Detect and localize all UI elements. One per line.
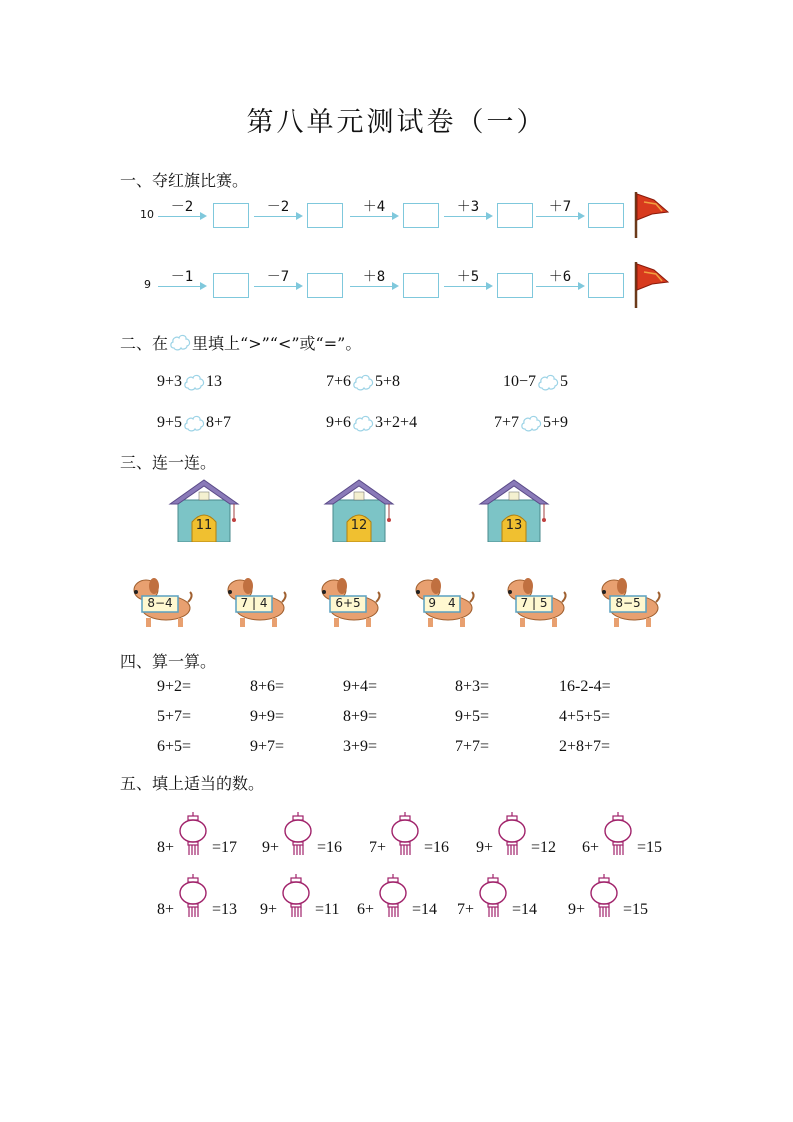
equation-right: =12 (531, 839, 557, 856)
dog-card[interactable] (130, 576, 194, 628)
sequence-start: 10 (140, 208, 154, 221)
lantern-equation (457, 888, 537, 932)
arrow-op (350, 200, 398, 226)
compare-left: 7+6 (326, 373, 352, 390)
sequence-start: 9 (144, 278, 151, 291)
arrow-right-icon (200, 212, 207, 220)
dog-card[interactable] (318, 576, 382, 628)
lantern-icon[interactable] (376, 874, 410, 918)
heading-text-rest: 里填上“>”“<”或“=”。 (192, 333, 362, 353)
lantern-equation (582, 826, 662, 870)
equation-right: =16 (424, 839, 450, 856)
equation-right: =11 (315, 901, 340, 918)
arrow-op (536, 270, 584, 296)
equation-right: =14 (412, 901, 438, 918)
dog-expression: 9 4 (428, 596, 456, 610)
lantern-equation (369, 826, 449, 870)
calc-item[interactable]: 16-2-4= (559, 678, 611, 695)
calc-item[interactable]: 8+6= (250, 678, 285, 695)
answer-box[interactable] (213, 203, 249, 228)
op-label: ＋6 (548, 269, 572, 285)
compare-left: 9+6 (326, 414, 352, 431)
section5-heading: 五、填上适当的数。 (120, 774, 265, 793)
calc-item[interactable]: 9+2= (157, 678, 192, 695)
arrow-right-icon (392, 282, 399, 290)
arrow-right-icon (296, 212, 303, 220)
dog-card[interactable] (504, 576, 568, 628)
equation-right: =17 (212, 839, 238, 856)
compare-right: 5+9 (543, 414, 569, 431)
calc-item[interactable]: 9+5= (455, 708, 490, 725)
answer-box[interactable] (307, 273, 343, 298)
compare-item (157, 411, 231, 435)
arrow-op (350, 270, 398, 296)
answer-box[interactable] (497, 273, 533, 298)
lantern-icon[interactable] (176, 874, 210, 918)
lantern-icon[interactable] (281, 812, 315, 856)
lantern-icon[interactable] (176, 812, 210, 856)
dog-house[interactable] (478, 478, 550, 542)
op-label: ＋8 (362, 269, 386, 285)
equation-left: 8+ (157, 839, 175, 856)
heading-text: 二、在 (120, 333, 169, 353)
arrow-right-icon (578, 282, 585, 290)
dog-expression: 8−4 (147, 596, 173, 610)
calc-item[interactable]: 9+4= (343, 678, 378, 695)
calc-item[interactable]: 4+5+5= (559, 708, 611, 725)
op-label: －2 (170, 199, 194, 215)
dog-card[interactable] (412, 576, 476, 628)
cloud-icon (168, 330, 192, 354)
equation-left: 8+ (157, 901, 175, 918)
equation-left: 9+ (260, 901, 278, 918)
dog-expression: 7 | 5 (520, 596, 548, 610)
arrow-op (254, 200, 302, 226)
compare-left: 9+5 (157, 414, 183, 431)
answer-box[interactable] (588, 203, 624, 228)
arrow-op (536, 200, 584, 226)
house-number: 12 (350, 518, 368, 533)
calc-item[interactable]: 7+7= (455, 738, 490, 755)
section1-heading: 一、夺红旗比赛。 (120, 171, 249, 190)
lantern-icon[interactable] (279, 874, 313, 918)
compare-left: 9+3 (157, 373, 183, 390)
equation-left: 6+ (582, 839, 600, 856)
cloud-icon[interactable] (182, 411, 206, 435)
lantern-equation (568, 888, 648, 932)
arrow-op (444, 270, 492, 296)
calc-item[interactable]: 8+9= (343, 708, 378, 725)
arrow-right-icon (486, 212, 493, 220)
cloud-icon[interactable] (182, 370, 206, 394)
lantern-equation (157, 888, 237, 932)
equation-right: =14 (512, 901, 538, 918)
cloud-icon[interactable] (536, 370, 560, 394)
arrow-right-icon (392, 212, 399, 220)
lantern-equation (260, 888, 339, 932)
lantern-icon[interactable] (495, 812, 529, 856)
equation-right: =13 (212, 901, 238, 918)
compare-item (326, 411, 417, 435)
equation-right: =15 (623, 901, 649, 918)
op-label: ＋5 (456, 269, 480, 285)
compare-right: 5+8 (375, 373, 401, 390)
equation-right: =15 (637, 839, 663, 856)
equation-right: =16 (317, 839, 343, 856)
lantern-icon[interactable] (388, 812, 422, 856)
lantern-equation (357, 888, 437, 932)
dog-expression: 8−5 (615, 596, 641, 610)
calc-item[interactable]: 8+3= (455, 678, 490, 695)
page-title: 第八单元测试卷（一） (246, 107, 547, 138)
op-label: －1 (170, 269, 194, 285)
dog-card[interactable] (224, 576, 288, 628)
cloud-icon[interactable] (519, 411, 543, 435)
equation-left: 9+ (476, 839, 494, 856)
compare-right: 5 (560, 373, 569, 390)
lantern-icon[interactable] (601, 812, 635, 856)
dog-expression: 6+5 (335, 596, 361, 610)
calc-item[interactable]: 2+8+7= (559, 738, 611, 755)
equation-left: 9+ (568, 901, 586, 918)
calc-item[interactable]: 6+5= (157, 738, 192, 755)
calc-item[interactable]: 9+7= (250, 738, 285, 755)
calc-item[interactable]: 9+9= (250, 708, 285, 725)
equation-left: 6+ (357, 901, 375, 918)
calc-item[interactable]: 3+9= (343, 738, 378, 755)
section3-heading: 三、连一连。 (120, 453, 217, 472)
arrow-right-icon (200, 282, 207, 290)
lantern-equation (157, 826, 237, 870)
op-label: ＋4 (362, 199, 386, 215)
answer-box[interactable] (497, 203, 533, 228)
dog-house[interactable] (323, 478, 395, 542)
compare-item (503, 370, 568, 394)
op-label: －2 (266, 199, 290, 215)
answer-box[interactable] (588, 273, 624, 298)
dog-house[interactable] (168, 478, 240, 542)
answer-box[interactable] (213, 273, 249, 298)
compare-item (494, 411, 568, 435)
arrow-right-icon (578, 212, 585, 220)
lantern-icon[interactable] (476, 874, 510, 918)
answer-box[interactable] (403, 203, 439, 228)
compare-right: 3+2+4 (375, 414, 418, 431)
compare-item (157, 370, 222, 394)
dog-card[interactable] (598, 576, 662, 628)
compare-right: 13 (206, 373, 223, 390)
compare-right: 8+7 (206, 414, 232, 431)
house-number: 11 (195, 518, 213, 533)
op-label: ＋3 (456, 199, 480, 215)
dog-expression: 7 | 4 (240, 596, 268, 610)
compare-left: 7+7 (494, 414, 520, 431)
lantern-equation (476, 826, 556, 870)
equation-left: 7+ (369, 839, 387, 856)
section2-heading (120, 330, 361, 354)
lantern-icon[interactable] (587, 874, 621, 918)
arrow-op (254, 270, 302, 296)
arrow-op (444, 200, 492, 226)
cloud-icon[interactable] (351, 370, 375, 394)
arrow-right-icon (296, 282, 303, 290)
equation-left: 9+ (262, 839, 280, 856)
red-flag-icon (632, 190, 672, 240)
cloud-icon[interactable] (351, 411, 375, 435)
answer-box[interactable] (403, 273, 439, 298)
section4-heading: 四、算一算。 (120, 652, 217, 671)
house-number: 13 (505, 518, 523, 533)
compare-left: 10−7 (503, 373, 537, 390)
arrow-right-icon (486, 282, 493, 290)
arrow-op (158, 270, 206, 296)
op-label: ＋7 (548, 199, 572, 215)
arrow-op (158, 200, 206, 226)
compare-item (326, 370, 400, 394)
equation-left: 7+ (457, 901, 475, 918)
red-flag-icon (632, 260, 672, 310)
op-label: －7 (266, 269, 290, 285)
answer-box[interactable] (307, 203, 343, 228)
lantern-equation (262, 826, 342, 870)
calc-item[interactable]: 5+7= (157, 708, 192, 725)
